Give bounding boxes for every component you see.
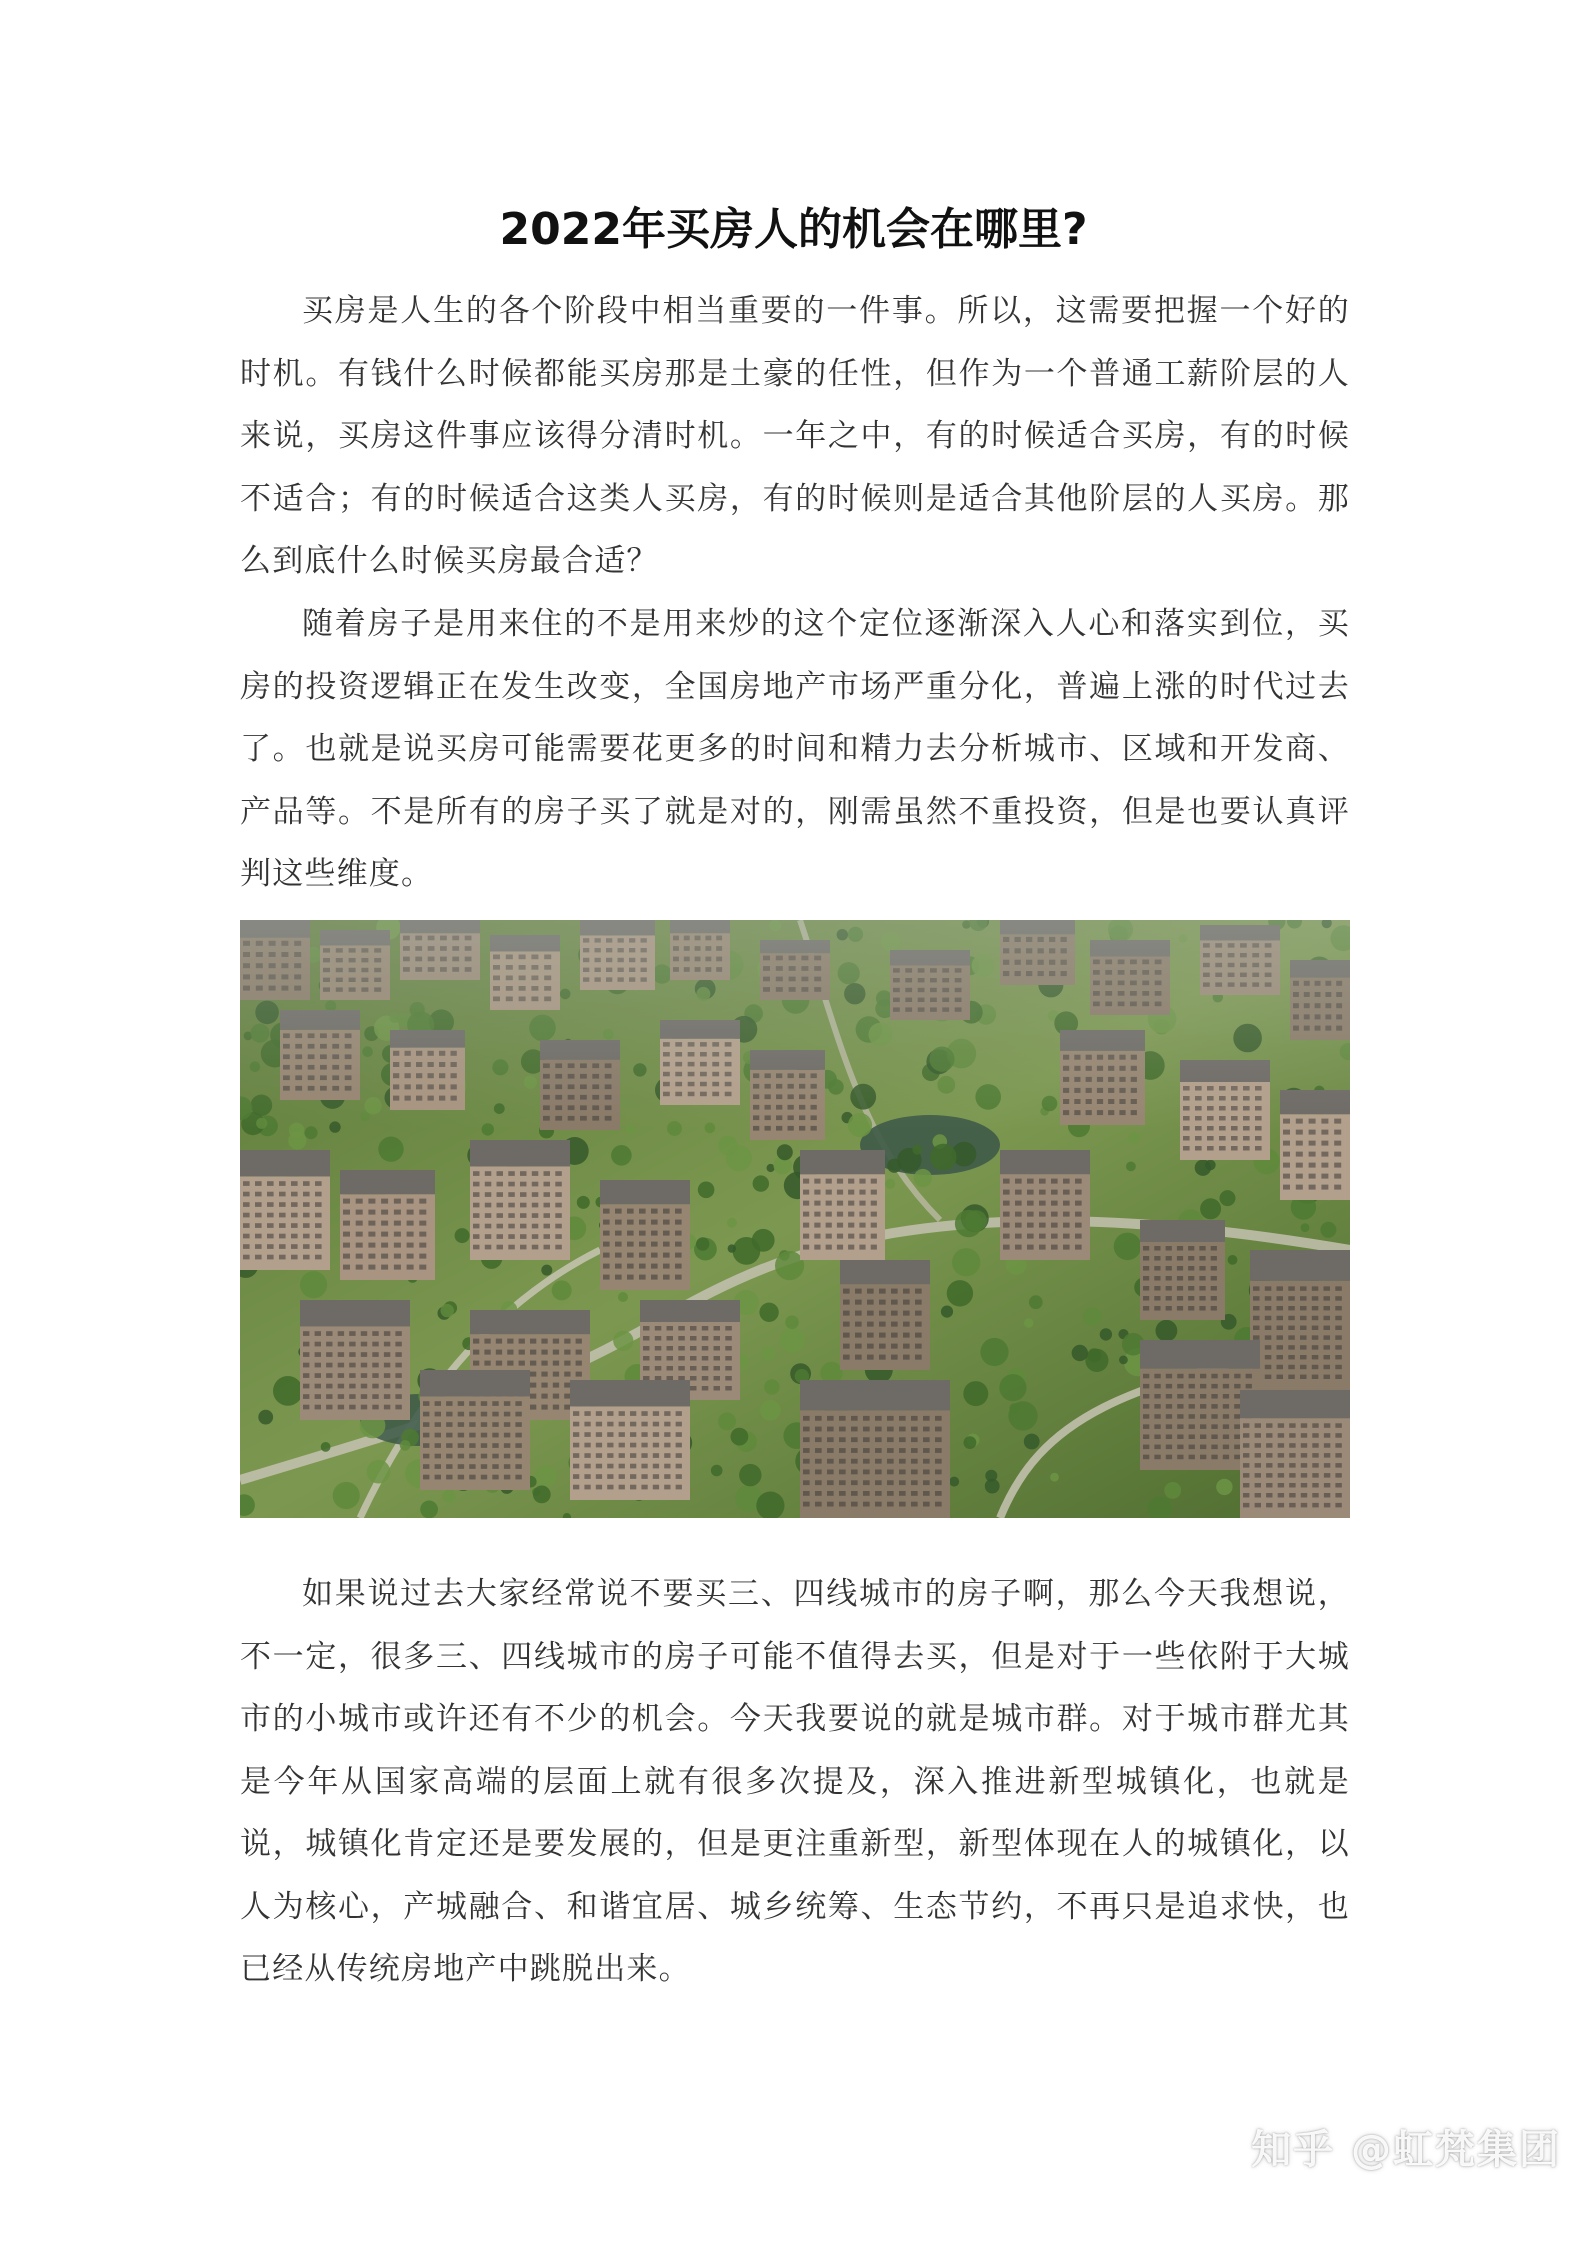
document-title: 2022年买房人的机会在哪里? bbox=[499, 204, 1088, 255]
zhihu-watermark: 知乎 @虹梵集团 bbox=[1251, 2127, 1561, 2173]
paragraph-2: 随着房子是用来住的不是用来炒的这个定位逐渐深入人心和落实到位，买房的投资逻辑正在发生改变，全国房地产市场严重分化，普遍上涨的时代过去了。也就是说买房可能需要花更多的时间和精力去分析城市、区域和开发商、产品等。不是所有的房子买了就是对的，刚需虽然不重投资，但是也要认真评判这些维度。 bbox=[240, 606, 1350, 892]
paragraph-1: 买房是人生的各个阶段中相当重要的一件事。所以，这需要把握一个好的时机。有钱什么时候都能买房那是土豪的任性，但作为一个普通工薪阶层的人来说，买房这件事应该得分清时机。一年之中，有的时候适合买房，有的时候不适合；有的时候适合这类人买房，有的时候则是适合其他阶层的人买房。那么到底什么时候买房最合适？ bbox=[240, 293, 1350, 579]
aerial-residential-photo bbox=[240, 920, 1350, 1518]
paragraph-3: 如果说过去大家经常说不要买三、四线城市的房子啊，那么今天我想说，不一定，很多三、四线城市的房子可能不值得去买，但是对于一些依附于大城市的小城市或许还有不少的机会。今天我要说的就是城市群。对于城市群尤其是今年从国家高端的层面上就有很多次提及，深入推进新型城镇化，也就是说，城镇化肯定还是要发展的，但是更注重新型，新型体现在人的城镇化，以人为核心，产城融合、和谐宜居、城乡统筹、生态节约，不再只是追求快，也已经从传统房地产中跳脱出来。 bbox=[240, 1576, 1350, 1987]
